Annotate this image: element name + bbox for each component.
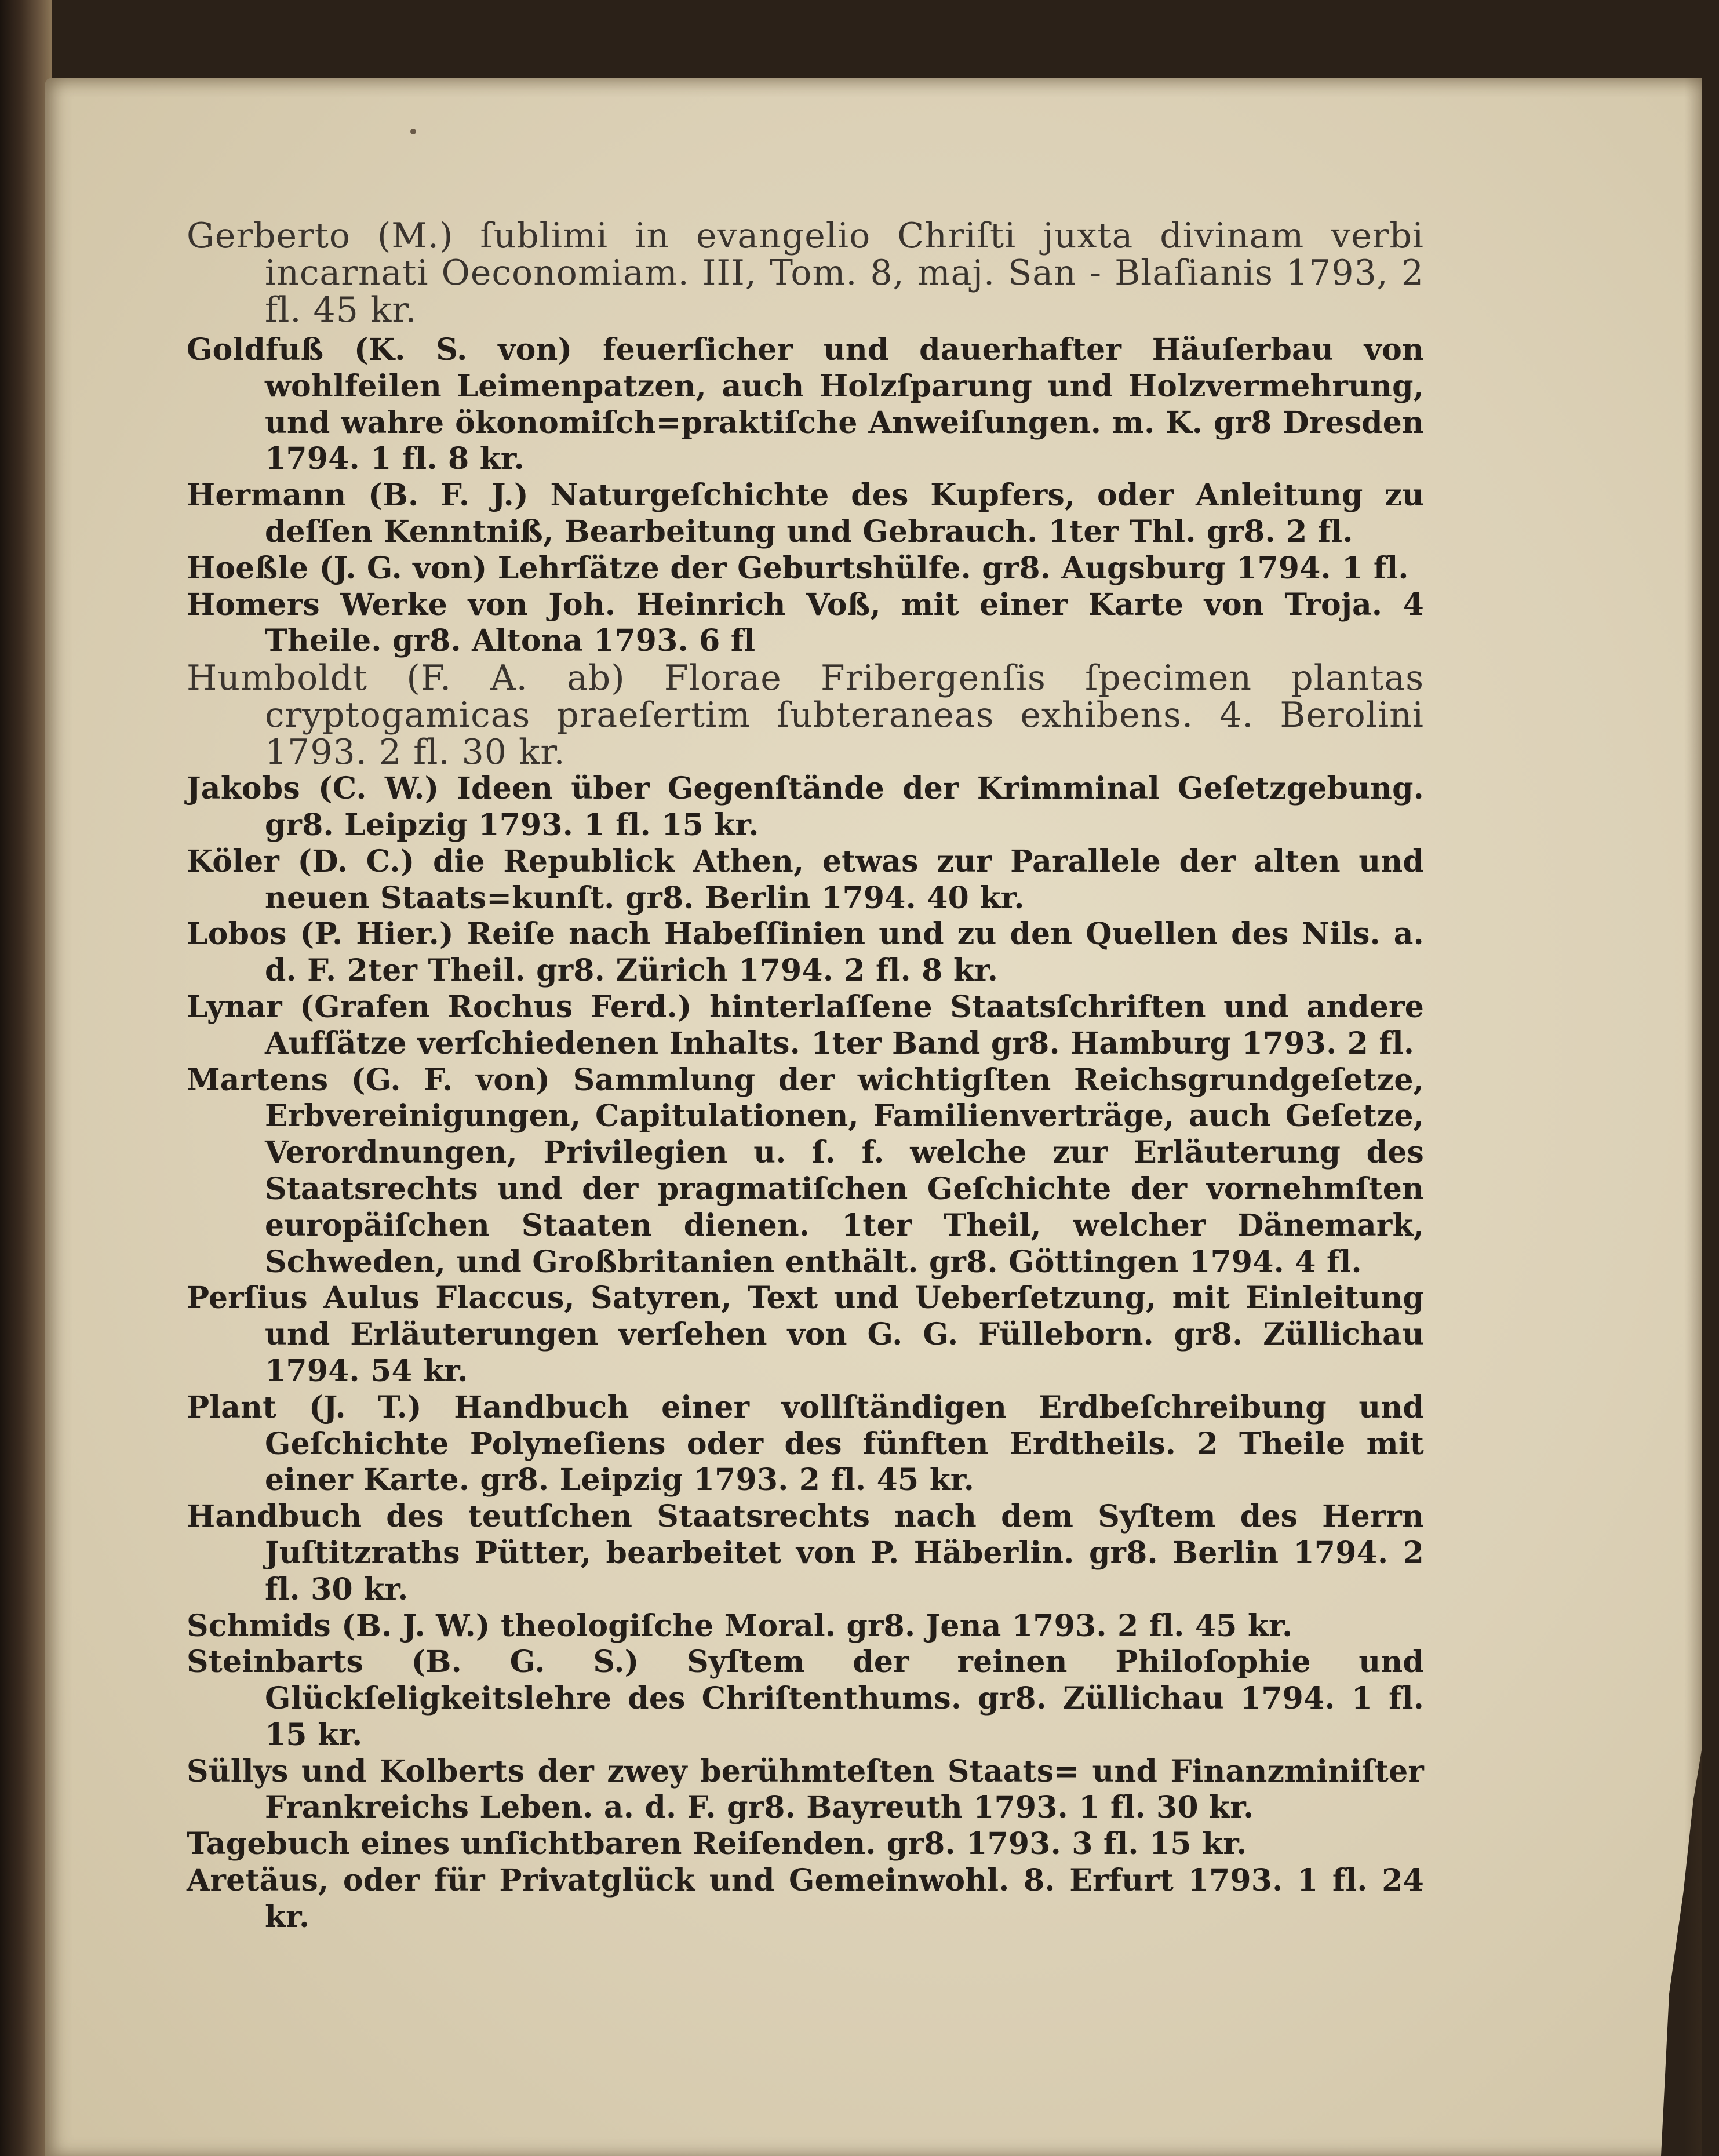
catalogue-entry: Homers Werke von Joh. Heinrich Voß, mit einer Karte von Troja. 4 Theile. gr8. Altona 1793. 6 fl bbox=[187, 587, 1424, 659]
catalogue-entry: Schmids (B. J. W.) theologiſche Moral. gr8. Jena 1793. 2 fl. 45 kr. bbox=[187, 1608, 1293, 1644]
catalogue-entry: Lobos (P. Hier.) Reiſe nach Habeſſinien und zu den Quellen des Nils. a. d. F. 2ter Theil. gr8. Zürich 1794. 2 fl. 8 kr. bbox=[187, 916, 1424, 989]
catalogue-list bbox=[187, 217, 1424, 1936]
catalogue-entry: Humboldt (F. A. ab) Florae Fribergenſis ſpecimen plantas cryptogamicas praeſertim ſubteraneas exhibens. 4. Berolini 1793. 2 fl. 30 kr. bbox=[187, 658, 1424, 773]
catalogue-entry: Martens (G. F. von) Sammlung der wichtigſten Reichsgrundgeſetze, Erbvereinigungen, Capitulationen, Familienverträge, auch Geſetze, Verordnungen, Privilegien u. ſ. f. welche zur Erläuterung des Staatsrechts und der pragmatiſchen Geſchichte der vornehmſten europäiſchen Staaten dienen. 1ter Theil, welcher Dänemark, Schweden, und Großbritanien enthält. gr8. Göttingen 1794. 4 fl. bbox=[187, 1062, 1424, 1280]
catalogue-entry: Aretäus, oder für Privatglück und Gemeinwohl. 8. Erfurt 1793. 1 fl. 24 kr. bbox=[187, 1863, 1424, 1935]
catalogue-entry: Plant (J. T.) Handbuch einer vollſtändigen Erdbeſchreibung und Geſchichte Polyneſiens oder des fünften Erdtheils. 2 Theile mit einer Karte. gr8. Leipzig 1793. 2 fl. 45 kr. bbox=[187, 1389, 1424, 1498]
catalogue-entry: Hermann (B. F. J.) Naturgeſchichte des Kupfers, oder Anleitung zu deſſen Kenntniß, Bearbeitung und Gebrauch. 1ter Thl. gr8. 2 fl. bbox=[187, 478, 1424, 549]
paper-speck bbox=[410, 129, 416, 134]
catalogue-entry: Hoeßle (J. G. von) Lehrſätze der Geburtshülfe. gr8. Augsburg 1794. 1 fl. bbox=[187, 550, 1409, 586]
catalogue-entry: Jakobs (C. W.) Ideen über Gegenſtände der Krimminal Geſetzgebung. gr8. Leipzig 1793. 1 fl. 15 kr. bbox=[187, 771, 1424, 843]
catalogue-entry: Handbuch des teutſchen Staatsrechts nach dem Syſtem des Herrn Juſtitzraths Pütter, bearbeitet von P. Häberlin. gr8. Berlin 1794. 2 fl. 30 kr. bbox=[187, 1499, 1424, 1607]
catalogue-entry: Tagebuch eines unſichtbaren Reiſenden. gr8. 1793. 3 fl. 15 kr. bbox=[187, 1826, 1247, 1862]
catalogue-entry: Gerberto (M.) ſublimi in evangelio Chriſti juxta divinam verbi incarnati Oeconomiam. III, Tom. 8, maj. San - Blaſianis 1793, 2 fl. 45 kr. bbox=[187, 216, 1424, 330]
catalogue-entry: Steinbarts (B. G. S.) Syſtem der reinen Philoſophie und Glückſeligkeitslehre des Chriſtenthums. gr8. Züllichau 1794. 1 fl. 15 kr. bbox=[187, 1644, 1424, 1753]
page-edge-shadow bbox=[1684, 78, 1702, 2156]
catalogue-entry: Köler (D. C.) die Republick Athen, etwas zur Parallele der alten und neuen Staats=kunſt. gr8. Berlin 1794. 40 kr. bbox=[187, 843, 1424, 916]
catalogue-entry: Süllys und Kolberts der zwey berühmteſten Staats= und Finanzminiſter Frankreichs Leben. a. d. F. gr8. Bayreuth 1793. 1 fl. 30 kr. bbox=[187, 1753, 1424, 1826]
book-gutter bbox=[0, 0, 52, 2156]
catalogue-entry: Perſius Aulus Flaccus, Satyren, Text und Ueberſetzung, mit Einleitung und Erläuterungen verſehen von G. G. Fülleborn. gr8. Züllichau 1794. 54 kr. bbox=[187, 1280, 1424, 1389]
catalogue-entry: Lynar (Grafen Rochus Ferd.) hinterlaſſene Staatsſchriften und andere Aufſätze verſchiedenen Inhalts. 1ter Band gr8. Hamburg 1793. 2 fl. bbox=[187, 989, 1424, 1061]
catalogue-entry: Goldfuß (K. S. von) feuerſicher und dauerhafter Häuſerbau von wohlfeilen Leimenpatzen, auch Holzſparung und Holzvermehrung, und wahre ökonomiſch=praktiſche Anweiſungen. m. K. gr8 Dresden 1794. 1 fl. 8 kr. bbox=[187, 332, 1424, 477]
